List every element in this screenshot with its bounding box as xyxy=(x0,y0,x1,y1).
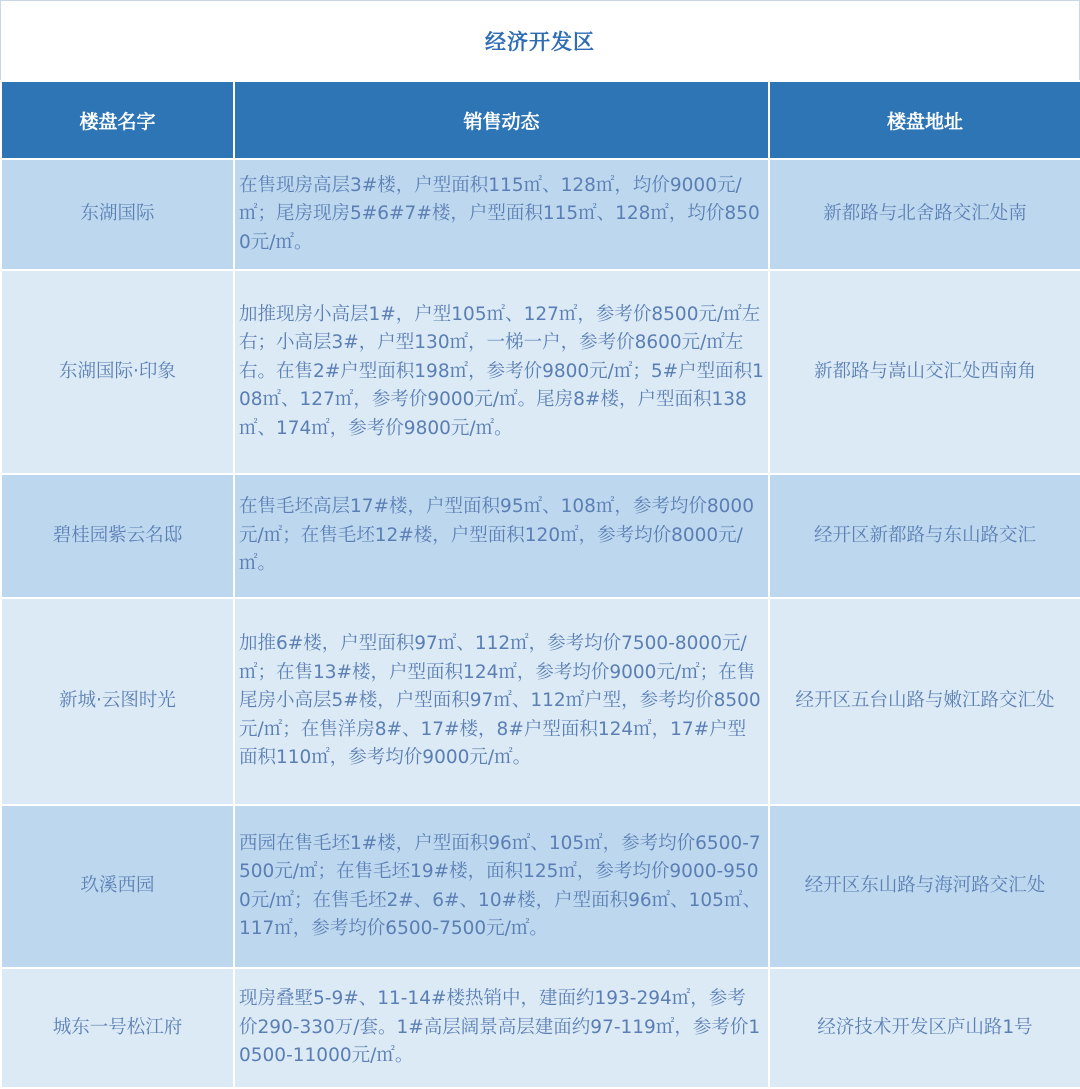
sales-status: 在售现房高层3#楼，户型面积115㎡、128㎡，均价9000元/㎡；尾房现房5#6#7#楼，户型面积115㎡、128㎡，均价8500元/㎡。 xyxy=(234,159,769,270)
property-name: 东湖国际·印象 xyxy=(1,270,234,474)
table-row xyxy=(1,159,1080,270)
sales-status: 加推现房小高层1#，户型105㎡、127㎡，参考价8500元/㎡左右；小高层3#，户型130㎡，一梯一户，参考价8600元/㎡左右。在售2#户型面积198㎡，参考价9800元/㎡；5#户型面积108㎡、127㎡，参考价9000元/㎡。尾房8#楼，户型面积138㎡、174㎡，参考价9800元/㎡。 xyxy=(234,270,769,474)
property-table xyxy=(0,80,1080,1089)
property-address: 经开区五台山路与嫩江路交汇处 xyxy=(769,598,1080,805)
property-name: 东湖国际 xyxy=(1,159,234,270)
header-address: 楼盘地址 xyxy=(769,81,1080,159)
table-row xyxy=(1,474,1080,598)
header-name: 楼盘名字 xyxy=(1,81,234,159)
header-sales: 销售动态 xyxy=(234,81,769,159)
page-title: 经济开发区 xyxy=(485,29,595,54)
property-address: 经开区新都路与东山路交汇 xyxy=(769,474,1080,598)
sales-status: 加推6#楼，户型面积97㎡、112㎡，参考均价7500-8000元/㎡；在售13#楼，户型面积124㎡，参考均价9000元/㎡；在售尾房小高层5#楼，户型面积97㎡、112㎡户型，参考均价8500元/㎡；在售洋房8#、17#楼，8#户型面积124㎡，17#户型面积110㎡，参考均价9000元/㎡。 xyxy=(234,598,769,805)
property-address: 新都路与嵩山交汇处西南角 xyxy=(769,270,1080,474)
property-name: 玖溪西园 xyxy=(1,805,234,968)
title-bar xyxy=(0,0,1080,80)
property-name: 城东一号松江府 xyxy=(1,968,234,1088)
table-row xyxy=(1,805,1080,968)
property-name: 新城·云图时光 xyxy=(1,598,234,805)
property-address: 经济技术开发区庐山路1号 xyxy=(769,968,1080,1088)
table-header-row xyxy=(1,81,1080,159)
sales-status: 现房叠墅5-9#、11-14#楼热销中，建面约193-294㎡，参考价290-330万/套。1#高层阔景高层建面约97-119㎡，参考价10500-11000元/㎡。 xyxy=(234,968,769,1088)
sales-status: 西园在售毛坯1#楼，户型面积96㎡、105㎡，参考均价6500-7500元/㎡；在售毛坯19#楼，面积125㎡，参考均价9000-9500元/㎡；在售毛坯2#、6#、10#楼，户型面积96㎡、105㎡、117㎡，参考均价6500-7500元/㎡。 xyxy=(234,805,769,968)
property-address: 经开区东山路与海河路交汇处 xyxy=(769,805,1080,968)
sales-status: 在售毛坯高层17#楼，户型面积95㎡、108㎡，参考均价8000元/㎡；在售毛坯12#楼，户型面积120㎡，参考均价8000元/㎡。 xyxy=(234,474,769,598)
table-row xyxy=(1,968,1080,1088)
property-address: 新都路与北舍路交汇处南 xyxy=(769,159,1080,270)
table-row xyxy=(1,270,1080,474)
property-name: 碧桂园紫云名邸 xyxy=(1,474,234,598)
table-row xyxy=(1,598,1080,805)
